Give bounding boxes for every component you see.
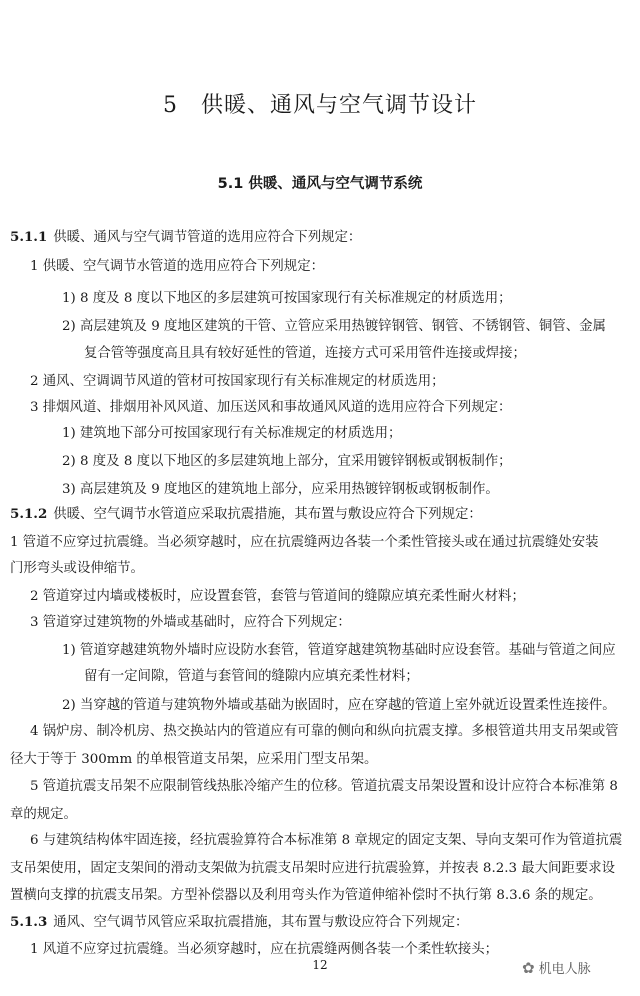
text-line — [62, 697, 616, 715]
line-text: 1 供暖、空气调节水管道的选用应符合下列规定： — [30, 259, 324, 274]
line-text: 1) 8 度及 8 度以下地区的多层建筑可按国家现行有关标准规定的材质选用； — [62, 291, 512, 306]
wechat-icon: ✿ — [522, 958, 535, 977]
text-line — [10, 534, 599, 552]
text-line — [30, 723, 619, 741]
line-text: 2 通风、空调调节风道的管材可按国家现行有关标准规定的材质选用； — [30, 374, 445, 389]
watermark — [522, 958, 591, 977]
watermark-text: 机电人脉 — [538, 962, 591, 977]
line-text: 4 锅炉房、制冷机房、热交换站内的管道应有可靠的侧向和纵向抗震支撑。多根管道共用支吊架或管 — [30, 724, 619, 739]
text-line — [30, 832, 622, 850]
text-line — [84, 345, 526, 363]
line-text: 支吊架使用，固定支架间的滑动支架做为抗震支吊架时应进行抗震验算，并按表 8.2.3 最大间距要求设 — [10, 861, 615, 876]
text-line — [10, 860, 615, 878]
section-title: 5.1 供暖、通风与空气调节系统 — [217, 176, 423, 192]
line-text: 1) 管道穿越建筑物外墙时应设防水套管，管道穿越建筑物基础时应设套管。基础与管道之间应 — [62, 643, 616, 658]
text-line — [84, 668, 419, 686]
line-text: 留有一定间隙，管道与套管间的缝隙内应填充柔性材料； — [84, 669, 419, 684]
text-line — [30, 399, 511, 417]
text-line — [10, 560, 144, 578]
line-text: 2) 当穿越的管道与建筑物外墙或基础为嵌固时，应在穿越的管道上室外就近设置柔性连接件。 — [62, 698, 616, 713]
line-text: 1) 建筑地下部分可按国家现行有关标准规定的材质选用； — [62, 426, 402, 441]
text-line — [62, 453, 512, 471]
line-text: 门形弯头或设伸缩节。 — [10, 561, 144, 576]
line-text: 3) 高层建筑及 9 度地区的建筑地上部分，应采用热镀锌钢板或钢板制作。 — [62, 482, 499, 497]
text-line — [10, 887, 602, 905]
line-text: 2) 8 度及 8 度以下地区的多层建筑地上部分，宜采用镀锌钢板或钢板制作； — [62, 454, 512, 469]
text-line — [30, 588, 525, 606]
line-text: 供暖、空气调节水管道应采取抗震措施，其布置与敷设应符合下列规定： — [53, 507, 482, 522]
line-text: 置横向支撑的抗震支吊架。方型补偿器以及利用弯头作为管道伸缩补偿时不执行第 8.3.6 条的规定。 — [10, 888, 602, 903]
clause-number: 5.1.1 — [10, 229, 48, 245]
text-line — [62, 318, 606, 336]
line-text: 3 管道穿过建筑物的外墙或基础时，应符合下列规定： — [30, 615, 351, 630]
text-line — [10, 751, 377, 769]
text-line — [30, 258, 324, 276]
text-line — [62, 481, 499, 499]
page-number: 12 — [312, 958, 328, 972]
line-text: 6 与建筑结构体牢固连接，经抗震验算符合本标准第 8 章规定的固定支架、导向支架可作为管道抗震 — [30, 833, 623, 848]
line-text: 复合管等强度高且具有较好延性的管道，连接方式可采用管件连接或焊接； — [84, 346, 526, 361]
text-line — [30, 614, 351, 632]
clause-heading — [10, 228, 361, 247]
line-text: 3 排烟风道、排烟用补风风道、加压送风和事故通风风道的选用应符合下列规定： — [30, 400, 512, 415]
line-text: 1 风道不应穿过抗震缝。当必须穿越时，应在抗震缝两侧各装一个柔性软接头； — [30, 942, 499, 957]
line-text: 2 管道穿过内墙或楼板时，应设置套管，套管与管道间的缝隙应填充柔性耐火材料； — [30, 589, 525, 604]
chapter-title: 5 供暖、通风与空气调节设计 — [163, 93, 477, 118]
line-text: 5 管道抗震支吊架不应限制管线热胀冷缩产生的位移。管道抗震支吊架设置和设计应符合本标准第 8 — [30, 779, 618, 794]
text-line — [62, 642, 616, 660]
clause-heading — [10, 505, 482, 524]
line-text: 通风、空气调节风管应采取抗震措施，其布置与敷设应符合下列规定： — [53, 915, 469, 930]
line-text: 1 管道不应穿过抗震缝。当必须穿越时，应在抗震缝两边各装一个柔性管接头或在通过抗震缝处安装 — [10, 535, 599, 550]
line-text: 径大于等于 300mm 的单根管道支吊架，应采用门型支吊架。 — [10, 752, 378, 767]
text-line — [10, 806, 77, 824]
line-text: 章的规定。 — [10, 807, 77, 822]
text-line — [30, 941, 498, 959]
clause-number: 5.1.3 — [10, 914, 48, 930]
line-text: 供暖、通风与空气调节管道的选用应符合下列规定： — [53, 230, 362, 245]
text-line — [62, 425, 401, 443]
text-line — [62, 290, 512, 308]
clause-heading — [10, 913, 468, 932]
text-line — [30, 778, 618, 796]
text-line — [30, 373, 445, 391]
clause-number: 5.1.2 — [10, 506, 48, 522]
line-text: 2) 高层建筑及 9 度地区建筑的干管、立管应采用热镀锌钢管、钢管、不锈钢管、铜管、金属 — [62, 319, 606, 334]
